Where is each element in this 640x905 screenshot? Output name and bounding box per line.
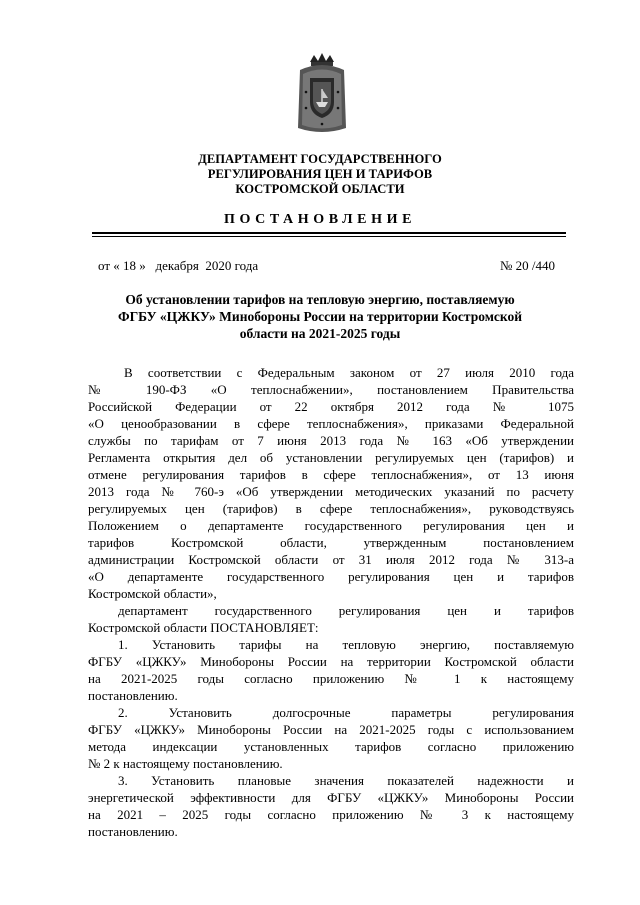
- coat-of-arms-icon: [294, 52, 350, 136]
- body-line: В соответствии с Федеральным законом от 27 июля 2010 года: [124, 365, 574, 380]
- body-line: 3. Установить плановые значения показателей надежности и: [118, 773, 574, 788]
- body-line: постановлению.: [88, 824, 178, 839]
- body-line: службы по тарифам от 7 июня 2013 года № 163 «Об утверждении: [88, 433, 574, 448]
- heading-line: области на 2021-2025 годы: [239, 326, 401, 341]
- body-line: администрации Костромской области от 31 июля 2012 года № 313-а: [88, 552, 574, 567]
- body-line: «О ценообразовании в сфере теплоснабжения», приказами Федеральной: [88, 416, 574, 431]
- department-name-line-3: КОСТРОМСКОЙ ОБЛАСТИ: [235, 182, 405, 196]
- body-line: ФГБУ «ЦЖКУ» Минобороны России на территории Костромской области: [88, 654, 574, 669]
- body-line: Положением о департаменте государственного регулирования цен и: [88, 518, 574, 533]
- body-line: 2. Установить долгосрочные параметры регулирования: [118, 705, 574, 720]
- body-line: регулируемых цен (тарифов) в сфере теплоснабжения», руководствуясь: [88, 501, 574, 516]
- header-rule-thin: [92, 236, 566, 237]
- body-line: отмене регулирования тарифов в сфере теплоснабжения», от 13 июня: [88, 467, 574, 482]
- department-name-line-1: ДЕПАРТАМЕНТ ГОСУДАРСТВЕННОГО: [198, 152, 442, 166]
- body-line: «О департаменте государственного регулирования цен и тарифов: [88, 569, 574, 584]
- body-line: энергетической эффективности для ФГБУ «ЦЖКУ» Минобороны России: [88, 790, 574, 805]
- document-date: от « 18 » декабря 2020 года: [98, 258, 259, 273]
- body-line: ФГБУ «ЦЖКУ» Минобороны России на 2021-2025 годы с использованием: [88, 722, 574, 737]
- body-line: метода индексации установленных тарифов согласно приложению: [88, 739, 574, 754]
- body-line: на 2021-2025 годы согласно приложению № 1 к настоящему: [88, 671, 574, 686]
- document-number: № 20 /440: [500, 258, 556, 273]
- body-line: № 190-ФЗ «О теплоснабжении», постановлением Правительства: [88, 382, 574, 397]
- body-line: № 2 к настоящему постановлению.: [88, 756, 283, 771]
- body-line: Костромской области ПОСТАНОВЛЯЕТ:: [88, 620, 319, 635]
- body-line: 2013 года № 760-э «Об утверждении методических указаний по расчету: [88, 484, 574, 499]
- heading-line: Об установлении тарифов на тепловую энергию, поставляемую: [125, 292, 515, 307]
- department-name-line-2: РЕГУЛИРОВАНИЯ ЦЕН И ТАРИФОВ: [207, 167, 433, 181]
- body-line: на 2021 – 2025 годы согласно приложению № 3 к настоящему: [88, 807, 574, 822]
- body-line: 1. Установить тарифы на тепловую энергию, поставляемую: [118, 637, 574, 652]
- body-line: департамент государственного регулирования цен и тарифов: [118, 603, 574, 618]
- body-line: тарифов Костромской области, утвержденным постановлением: [88, 535, 574, 550]
- body-line: Регламента открытия дел об установлении регулируемых цен (тарифов) и: [88, 450, 574, 465]
- heading-line: ФГБУ «ЦЖКУ» Минобороны России на территории Костромской: [117, 309, 523, 324]
- document-type: ПОСТАНОВЛЕНИЕ: [223, 212, 417, 227]
- body-line: Российской Федерации от 22 октября 2012 года № 1075: [88, 399, 574, 414]
- document-heading: [60, 291, 580, 342]
- header-rule-thick: [92, 232, 566, 234]
- document-body: [88, 364, 574, 840]
- body-line: постановлению.: [88, 688, 178, 703]
- body-line: Костромской области»,: [88, 586, 217, 601]
